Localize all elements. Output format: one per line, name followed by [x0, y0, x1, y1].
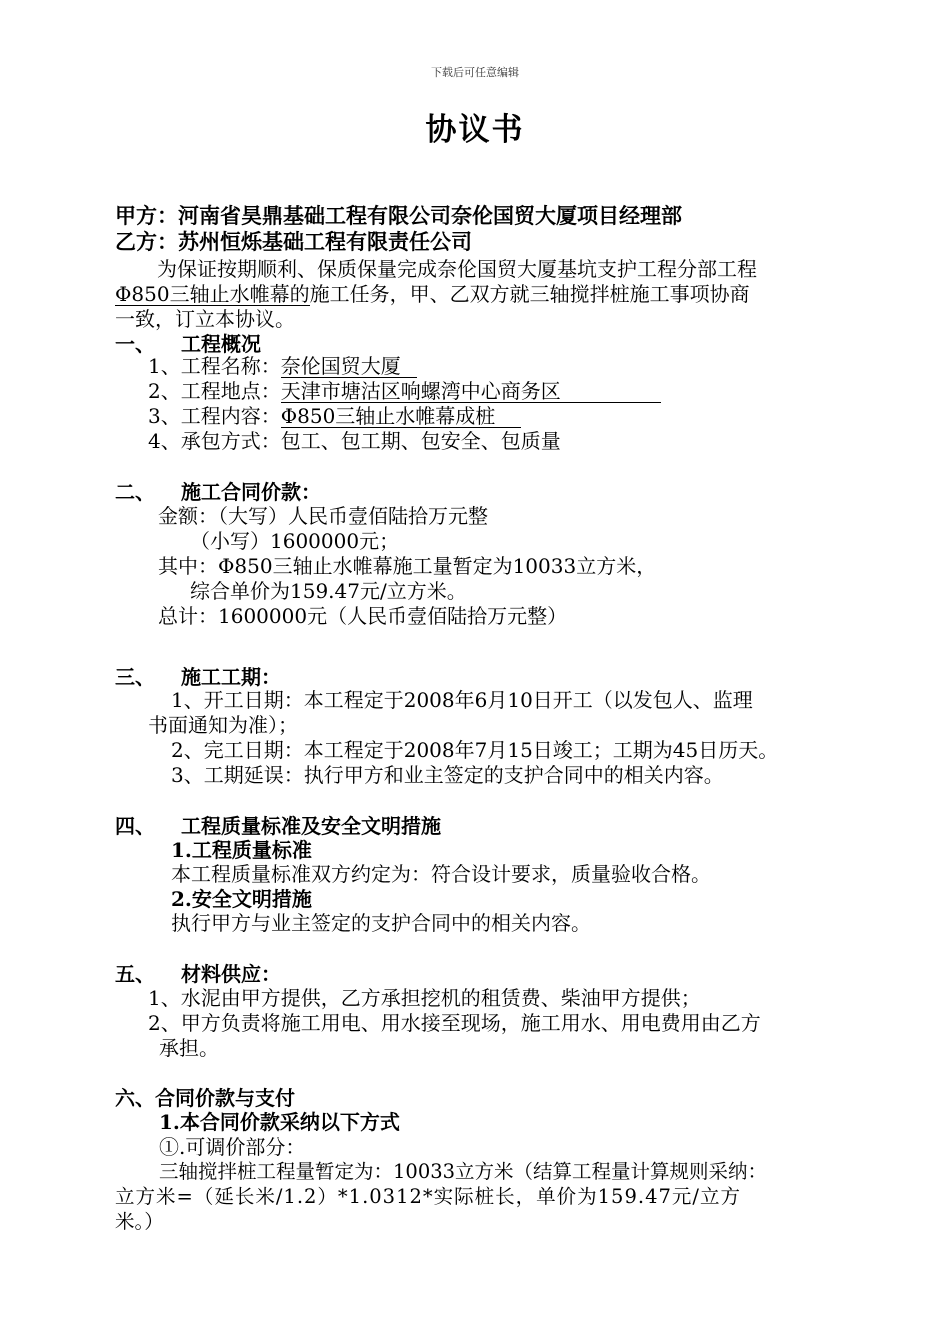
s3-number: 三、	[115, 665, 155, 689]
item-label: 4、承包方式：	[148, 429, 281, 453]
item-label: 1、工程名称：	[148, 354, 281, 378]
s2-line-5: 总计：1600000元（人民币壹佰陆拾万元整）	[158, 604, 568, 628]
s3-line-2: 书面通知为准）；	[148, 713, 298, 737]
s3-heading: 施工工期：	[181, 665, 281, 689]
intro-line-3: 一致，订立本协议。	[115, 307, 295, 331]
s3-line-3: 2、完工日期：本工程定于2008年7月15日竣工；工期为45日历天。	[171, 738, 779, 762]
s6-heading: 六、合同价款与支付	[115, 1086, 295, 1110]
s5-line-2: 2、甲方负责将施工用电、用水接至现场，施工用水、用电费用由乙方	[148, 1011, 761, 1035]
s1-item-1	[148, 354, 417, 378]
s2-line-3: 其中：Φ850三轴止水帷幕施工量暂定为10033立方米，	[158, 554, 657, 578]
s6-line-3: 米。）	[115, 1210, 164, 1233]
s1-item-2	[148, 379, 661, 403]
page-header-note: 下载后可任意编辑	[431, 66, 519, 79]
intro-line-1: 为保证按期顺利、保质保量完成奈伦国贸大厦基坑支护工程分部工程	[157, 257, 757, 281]
s6-sub-1: 1.本合同价款采纳以下方式	[159, 1110, 400, 1134]
s2-line-2: （小写）1600000元；	[190, 529, 400, 553]
s5-heading: 材料供应：	[181, 962, 281, 986]
s2-number: 二、	[115, 480, 155, 504]
s5-line-1: 1、水泥由甲方提供，乙方承担挖机的租赁费、柴油甲方提供；	[148, 986, 701, 1010]
s4-sub-2: 2.安全文明措施	[171, 887, 312, 911]
s6-item-1: ①.可调价部分：	[159, 1135, 306, 1159]
party-a: 甲方：河南省昊鼎基础工程有限公司奈伦国贸大厦项目经理部	[115, 203, 682, 228]
project-location-value: 天津市塘沽区响螺湾中心商务区	[281, 380, 661, 403]
item-label: 2、工程地点：	[148, 379, 281, 403]
intro-line-2	[115, 282, 750, 306]
s4-heading: 工程质量标准及安全文明措施	[181, 814, 441, 838]
s4-text-2: 执行甲方与业主签定的支护合同中的相关内容。	[171, 911, 591, 935]
s2-heading: 施工合同价款：	[181, 480, 321, 504]
item-label: 3、工程内容：	[148, 404, 281, 428]
s2-line-1: 金额：（大写）人民币壹佰陆拾万元整	[158, 504, 488, 528]
s1-number: 一、	[115, 332, 155, 356]
project-name-value: 奈伦国贸大厦	[281, 355, 417, 378]
s1-item-3	[148, 404, 521, 428]
s1-item-4	[148, 429, 561, 453]
s4-number: 四、	[115, 814, 155, 838]
document-title: 协议书	[425, 112, 525, 148]
party-b: 乙方：苏州恒烁基础工程有限责任公司	[115, 229, 472, 254]
s6-line-2: 立方米=（延长米/1.2）*1.0312*实际桩长，单价为159.47元/立方	[115, 1185, 741, 1208]
s4-text-1: 本工程质量标准双方约定为：符合设计要求，质量验收合格。	[171, 862, 711, 886]
s3-line-4: 3、工期延误：执行甲方和业主签定的支护合同中的相关内容。	[171, 763, 724, 787]
intro-line-2-rest: 施工任务，甲、乙双方就三轴搅拌桩施工事项协商	[309, 282, 750, 306]
s6-line-1: 三轴搅拌桩工程量暂定为：10033立方米（结算工程量计算规则采纳：	[159, 1160, 768, 1183]
intro-underlined-scope: Φ850三轴止水帷幕的	[115, 282, 310, 306]
s2-line-4: 综合单价为159.47元/立方米。	[190, 579, 467, 603]
s3-line-1: 1、开工日期：本工程定于2008年6月10日开工（以发包人、监理	[171, 688, 753, 712]
s5-number: 五、	[115, 962, 155, 986]
project-content-value: Φ850三轴止水帷幕成桩	[281, 405, 521, 428]
s4-sub-1: 1.工程质量标准	[171, 838, 312, 862]
s1-heading: 工程概况	[181, 332, 261, 356]
s5-line-3: 承担。	[159, 1036, 219, 1060]
contract-mode-value: 包工、包工期、包安全、包质量	[280, 429, 561, 453]
